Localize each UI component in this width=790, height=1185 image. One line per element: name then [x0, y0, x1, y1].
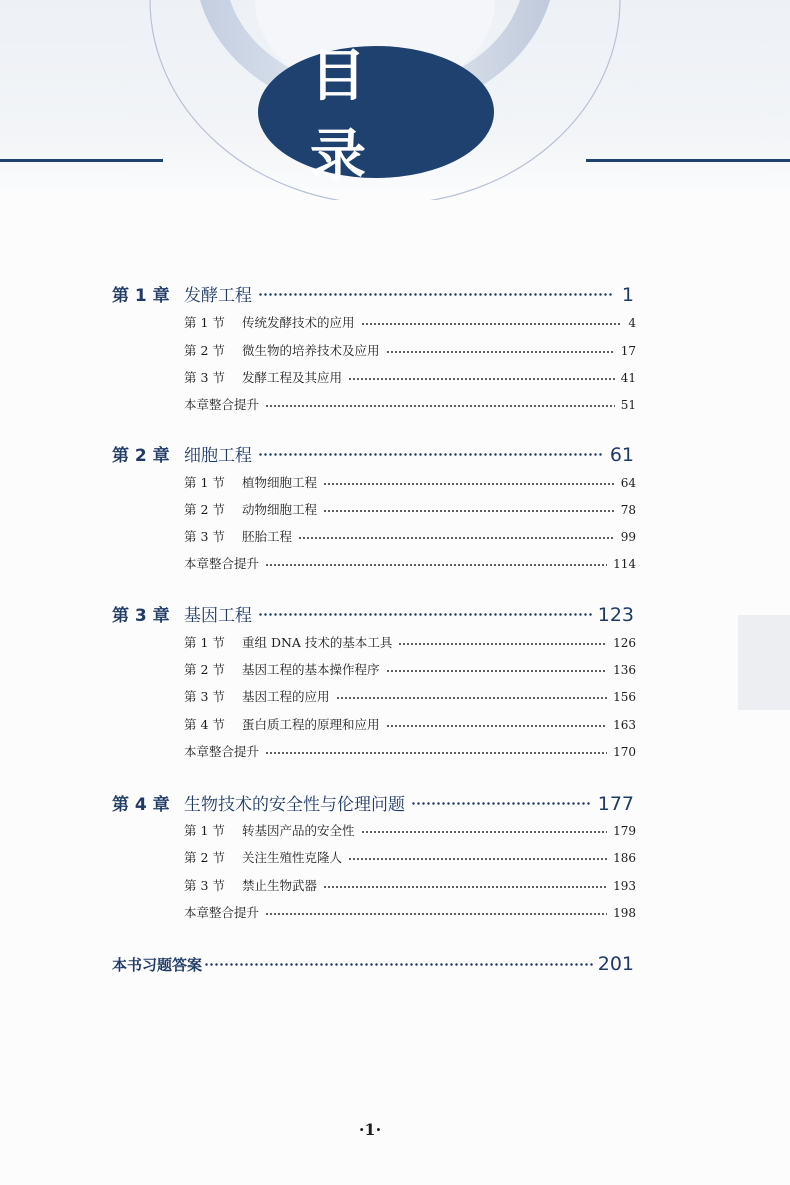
answers-title: 本书习题答案 — [112, 956, 203, 974]
section-number: 第 2 节 — [184, 662, 225, 677]
section-title: 微生物的培养技术及应用 — [242, 343, 380, 358]
section-3-4[interactable] — [184, 715, 636, 733]
leader-dots — [298, 537, 615, 539]
leader-dots — [258, 453, 604, 456]
section-page: 126 — [613, 636, 636, 650]
leader-dots — [386, 725, 608, 727]
section-page: 179 — [613, 824, 636, 838]
review-page: 198 — [613, 906, 636, 920]
leader-dots — [386, 670, 608, 672]
section-title: 转基因产品的安全性 — [242, 823, 355, 838]
leader-dots — [265, 752, 607, 754]
chapter-title: 生物技术的安全性与伦理问题 — [184, 795, 405, 815]
leader-dots — [265, 405, 615, 407]
section-number: 第 1 节 — [184, 823, 225, 838]
section-title: 植物细胞工程 — [242, 475, 318, 490]
chapter-1-entry[interactable] — [112, 281, 634, 306]
chapter-page: 123 — [597, 604, 634, 626]
chapter-4-entry[interactable] — [112, 790, 634, 815]
chapter-page: 177 — [597, 793, 634, 815]
section-number: 第 3 节 — [184, 689, 225, 704]
chapter-title: 发酵工程 — [184, 286, 252, 306]
review-title: 本章整合提升 — [184, 905, 260, 920]
leader-dots — [323, 483, 615, 485]
section-page: 78 — [620, 503, 636, 517]
section-title: 禁止生物武器 — [242, 878, 318, 893]
section-title: 动物细胞工程 — [242, 502, 318, 517]
leader-dots — [336, 697, 608, 699]
chapter-title: 细胞工程 — [184, 446, 252, 466]
chapter-1-review[interactable] — [184, 395, 636, 413]
leader-dots — [204, 963, 594, 966]
review-title: 本章整合提升 — [184, 397, 260, 412]
section-1-2[interactable] — [184, 341, 636, 359]
section-number: 第 3 节 — [184, 529, 225, 544]
section-4-1[interactable] — [184, 821, 636, 839]
section-number: 第 3 节 — [184, 878, 225, 893]
section-title: 基因工程的基本操作程序 — [242, 662, 380, 677]
leader-dots — [323, 510, 615, 512]
chapter-2-review[interactable] — [184, 554, 636, 572]
section-page: 193 — [613, 879, 636, 893]
section-page: 17 — [620, 344, 636, 358]
leader-dots — [398, 643, 607, 645]
review-title: 本章整合提升 — [184, 556, 260, 571]
leader-dots — [265, 564, 607, 566]
leader-dots — [323, 886, 607, 888]
section-page: 99 — [620, 530, 636, 544]
section-number: 第 2 节 — [184, 850, 225, 865]
leader-dots — [411, 802, 592, 805]
leader-dots — [258, 293, 614, 296]
chapter-number: 第 3 章 — [112, 606, 170, 626]
section-title: 关注生殖性克隆人 — [242, 850, 343, 865]
bleed-through-panel — [738, 615, 790, 710]
section-page: 4 — [628, 316, 636, 330]
section-page: 64 — [620, 476, 636, 490]
section-2-3[interactable] — [184, 527, 636, 545]
chapter-page: 1 — [621, 284, 634, 306]
section-title: 胚胎工程 — [242, 529, 293, 544]
section-3-1[interactable] — [184, 633, 636, 651]
header-rule-right — [586, 159, 790, 162]
section-3-2[interactable] — [184, 660, 636, 678]
leader-dots — [386, 351, 615, 353]
chapter-page: 61 — [609, 444, 634, 466]
section-4-3[interactable] — [184, 876, 636, 894]
review-page: 170 — [613, 745, 636, 759]
section-1-3[interactable] — [184, 368, 636, 386]
leader-dots — [258, 613, 592, 616]
leader-dots — [265, 913, 607, 915]
leader-dots — [348, 378, 615, 380]
section-1-1[interactable] — [184, 313, 636, 331]
review-title: 本章整合提升 — [184, 744, 260, 759]
section-4-2[interactable] — [184, 848, 636, 866]
leader-dots — [361, 831, 608, 833]
chapter-3-review[interactable] — [184, 742, 636, 760]
header-rule-left — [0, 159, 163, 162]
section-number: 第 1 节 — [184, 315, 225, 330]
review-page: 51 — [620, 398, 636, 412]
section-title: 基因工程的应用 — [242, 689, 330, 704]
chapter-3-entry[interactable] — [112, 601, 634, 626]
section-number: 第 1 节 — [184, 475, 225, 490]
review-page: 114 — [613, 557, 636, 571]
section-3-3[interactable] — [184, 687, 636, 705]
chapter-2-entry[interactable] — [112, 441, 634, 466]
section-title: 发酵工程及其应用 — [242, 370, 343, 385]
chapter-title: 基因工程 — [184, 606, 252, 626]
section-2-1[interactable] — [184, 473, 636, 491]
section-page: 41 — [620, 371, 636, 385]
section-title: 蛋白质工程的原理和应用 — [242, 717, 380, 732]
leader-dots — [348, 858, 607, 860]
chapter-number: 第 1 章 — [112, 286, 170, 306]
answers-entry[interactable] — [112, 953, 634, 975]
page-title: 目录 — [310, 44, 418, 189]
chapter-4-review[interactable] — [184, 903, 636, 921]
page-number: ·1· — [358, 1120, 382, 1139]
leader-dots — [361, 323, 623, 325]
chapter-number: 第 4 章 — [112, 795, 170, 815]
section-page: 163 — [613, 718, 636, 732]
chapter-number: 第 2 章 — [112, 446, 170, 466]
section-page: 186 — [613, 851, 636, 865]
section-number: 第 4 节 — [184, 717, 225, 732]
section-title: 传统发酵技术的应用 — [242, 315, 355, 330]
section-page: 156 — [613, 690, 636, 704]
section-number: 第 3 节 — [184, 370, 225, 385]
section-2-2[interactable] — [184, 500, 636, 518]
section-number: 第 2 节 — [184, 343, 225, 358]
section-number: 第 2 节 — [184, 502, 225, 517]
section-page: 136 — [613, 663, 636, 677]
answers-page: 201 — [597, 953, 634, 975]
section-title: 重组 DNA 技术的基本工具 — [242, 635, 393, 650]
section-number: 第 1 节 — [184, 635, 225, 650]
